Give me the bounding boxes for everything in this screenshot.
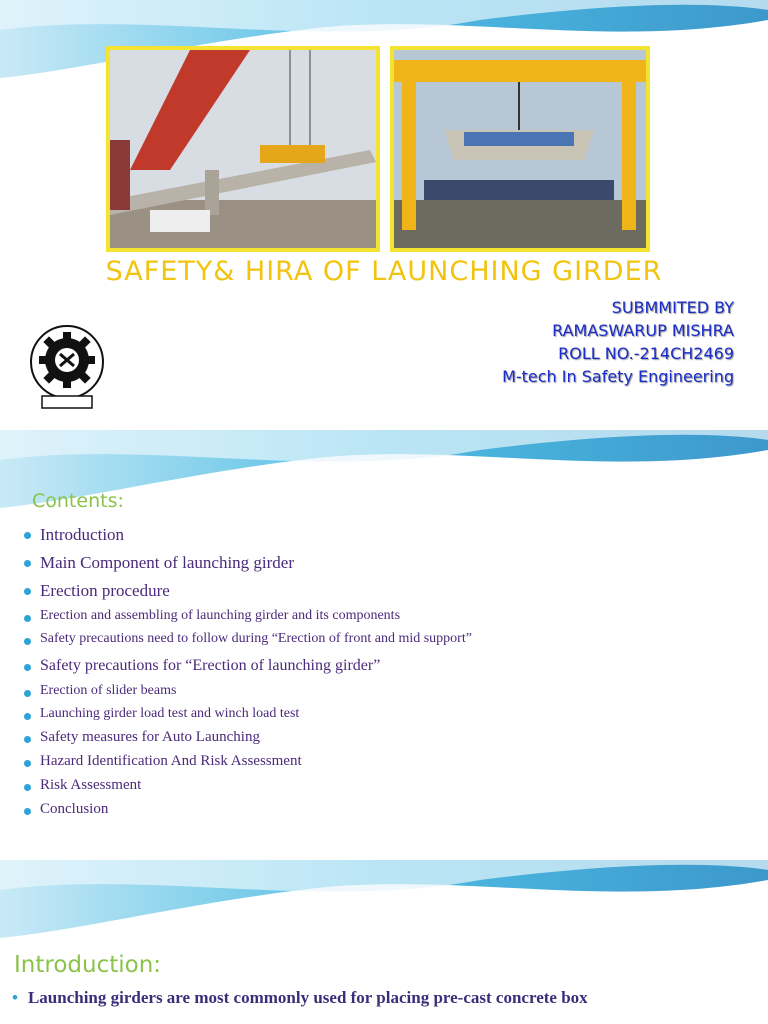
gantry-crane-photo-art	[394, 50, 646, 248]
list-item: Conclusion	[22, 801, 472, 825]
list-item: Introduction	[22, 525, 472, 553]
list-item: Erection procedure	[22, 581, 472, 608]
contents-heading: Contents:	[32, 490, 124, 512]
list-item: Safety measures for Auto Launching	[22, 729, 472, 753]
submitted-label: SUBMMITED BY	[611, 298, 734, 317]
list-item: Erection and assembling of launching girder and its components	[22, 608, 472, 631]
launching-girder-photo	[106, 46, 380, 252]
program-name: M-tech In Safety Engineering	[502, 367, 734, 386]
list-item: Launching girder load test and winch load test	[22, 706, 472, 729]
contents-list	[22, 525, 472, 825]
list-item: Erection of slider beams	[22, 683, 472, 706]
roll-number: ROLL NO.-214CH2469	[558, 344, 734, 363]
title-slide	[0, 0, 768, 420]
list-item: Main Component of launching girder	[22, 553, 472, 581]
list-item: Safety precautions need to follow during “Erection of front and mid support”	[22, 631, 472, 657]
wave-banner	[0, 860, 768, 950]
intro-bullet-text: • Launching girders are most commonly used for placing pre-cast concrete box	[12, 988, 588, 1008]
author-name: RAMASWARUP MISHRA	[552, 321, 734, 340]
introduction-heading: Introduction:	[14, 952, 162, 978]
gantry-crane-photo	[390, 46, 650, 252]
introduction-slide	[0, 860, 768, 1024]
launching-girder-photo-art	[110, 50, 376, 248]
contents-slide	[0, 430, 768, 850]
submitted-by-block	[502, 296, 734, 388]
institute-gear-emblem-icon	[18, 320, 116, 412]
list-item: Safety precautions for “Erection of launching girder”	[22, 657, 472, 683]
list-item: Risk Assessment	[22, 777, 472, 801]
slide-title: SAFETY& HIRA OF LAUNCHING GIRDER	[105, 256, 663, 287]
list-item: Hazard Identification And Risk Assessment	[22, 753, 472, 777]
